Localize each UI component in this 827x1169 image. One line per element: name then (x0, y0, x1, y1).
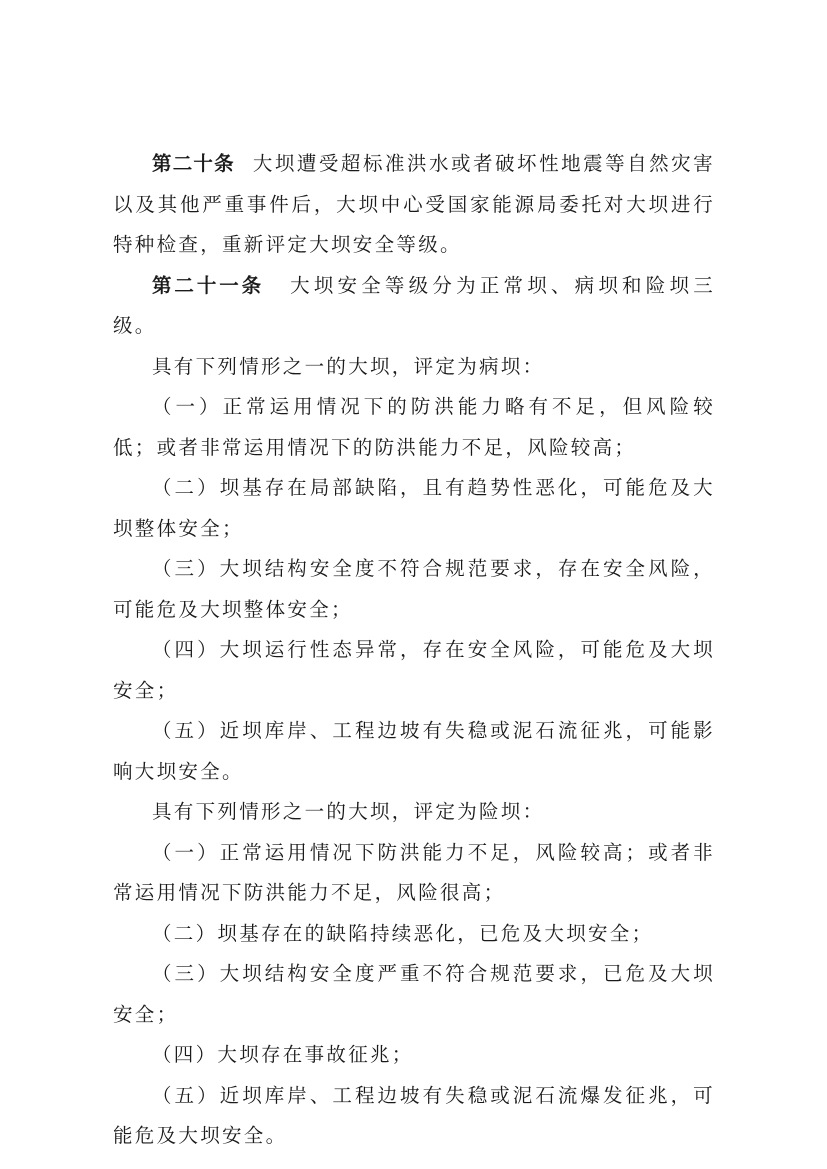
dangerous-dam-item-4: （四）大坝存在事故征兆； (152, 1043, 414, 1066)
article-21-text: 大坝安全等级分为正常坝、病坝和险坝三级。 (113, 273, 715, 337)
sick-dam-item-1: （一）正常运用情况下的防洪能力略有不足，但风险较低；或者非常运用情况下的防洪能力不足，风险较高； (113, 395, 715, 459)
document-body (113, 144, 715, 1157)
article-21-heading: 第二十一条 (152, 273, 265, 297)
sick-dam-intro: 具有下列情形之一的大坝，评定为病坝： (152, 354, 545, 378)
sick-dam-item-2: （二）坝基存在局部缺陷，且有趋势性恶化，可能危及大坝整体安全； (113, 476, 715, 540)
dangerous-dam-item-5: （五）近坝库岸、工程边坡有失稳或泥石流爆发征兆，可能危及大坝安全。 (113, 1083, 715, 1147)
sick-dam-item-3: （三）大坝结构安全度不符合规范要求，存在安全风险，可能危及大坝整体安全； (113, 557, 715, 621)
article-20-heading: 第二十条 (152, 152, 235, 175)
article-21-paragraph (113, 266, 715, 347)
article-20-text: 大坝遭受超标准洪水或者破坏性地震等自然灾害以及其他严重事件后，大坝中心受国家能源局委托对大坝进行特种检查，重新评定大坝安全等级。 (113, 152, 715, 256)
article-20-paragraph (113, 144, 715, 266)
dangerous-dam-intro: 具有下列情形之一的大坝，评定为险坝： (152, 800, 545, 823)
sick-dam-item-4: （四）大坝运行性态异常，存在安全风险，可能危及大坝安全； (113, 638, 715, 702)
dangerous-dam-item-1: （一）正常运用情况下防洪能力不足，风险较高；或者非常运用情况下防洪能力不足，风险很高； (113, 840, 715, 904)
sick-dam-item-5: （五）近坝库岸、工程边坡有失稳或泥石流征兆，可能影响大坝安全。 (113, 719, 715, 783)
dangerous-dam-item-3: （三）大坝结构安全度严重不符合规范要求，已危及大坝安全； (113, 962, 715, 1026)
dangerous-dam-item-2: （二）坝基存在的缺陷持续恶化，已危及大坝安全； (152, 921, 654, 945)
